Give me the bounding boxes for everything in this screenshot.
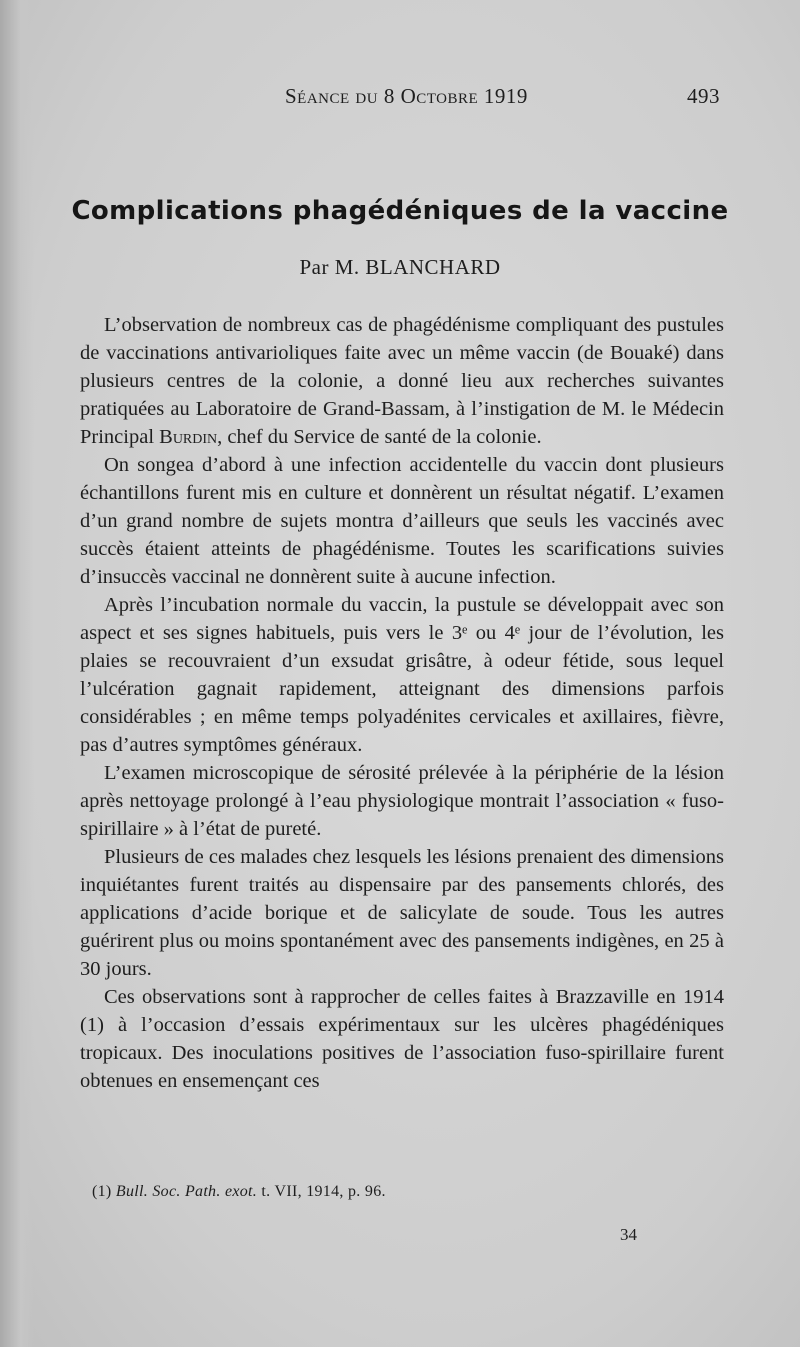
signature-mark: 34 [620,1225,637,1244]
footnote [92,1183,386,1201]
paragraph-1-end: , chef du Service de santé de la colonie. [217,426,542,448]
paragraph-6: Ces observations sont à rapprocher de celles faites à Brazzaville en 1914 (1) à l’occasion d’essais expérimentaux sur les ulcères phagédéniques tropicaux. Des inoculations positives de l’association fuso-spirillaire furent obtenues en ensemençant ces [80,986,724,1092]
article-title: Complications phagédéniques de la vaccine [71,196,729,226]
running-head [0,84,800,114]
paragraph-1-text: L’observation de nombreux cas de phagédénisme compliquant des pustules de vaccinations antivarioliques faite avec un même vaccin (de Bouaké) dans plusieurs centres de la colonie, a donné lieu aux recherches suivantes pratiquées au Laboratoire de Grand-Bassam, à l’instigation de M. le Médecin Principal [80,314,724,448]
article-body [80,311,724,1095]
footnote-source: Bull. Soc. Path. exot. [115,1183,258,1200]
paragraph-2: On songea d’abord à une infection accidentelle du vaccin dont plusieurs échantillons furent mis en culture et donnèrent un résultat négatif. L’examen d’un grand nombre de sujets montra d’ailleurs que seuls les vaccinés avec succès étaient atteints de phagédénisme. Toutes les scarifications suivies d’insuccès vaccinal ne donnèrent suite à aucune infection. [80,454,724,588]
paragraph-4: L’examen microscopique de sérosité prélevée à la périphérie de la lésion après nettoyage prolongé à l’eau physiologique montrait l’association « fuso-spirillaire » à l’état de pureté. [80,762,724,840]
running-title: Séance du 8 Octobre 1919 [285,84,528,108]
footnote-details: t. VII, 1914, p. 96. [261,1183,386,1200]
footnote-marker: (1) [92,1183,112,1200]
author-byline: Par M. BLANCHARD [299,255,501,279]
paragraph-3: Après l’incubation normale du vaccin, la pustule se développait avec son aspect et ses signes habituels, puis vers le 3ᵉ ou 4ᵉ jour de l’évolution, les plaies se recouvraient d’un exsudat grisâtre, à odeur fétide, sous lequel l’ulcération gagnait rapidement, atteignant des dimensions parfois considérables ; en même temps polyadénites cervicales et axillaires, fièvre, pas d’autres symptômes généraux. [80,594,724,756]
paragraph-5: Plusieurs de ces malades chez lesquels les lésions prenaient des dimensions inquiétantes furent traités au dispensaire par des pansements chlorés, des applications d’acide borique et de salicylate de soude. Tous les autres guérirent plus ou moins spontanément avec des pansements indigènes, en 25 à 30 jours. [80,846,724,980]
paragraph-1 [80,311,724,451]
page-number: 493 [687,84,720,108]
person-name-burdin: Burdin [159,426,218,448]
